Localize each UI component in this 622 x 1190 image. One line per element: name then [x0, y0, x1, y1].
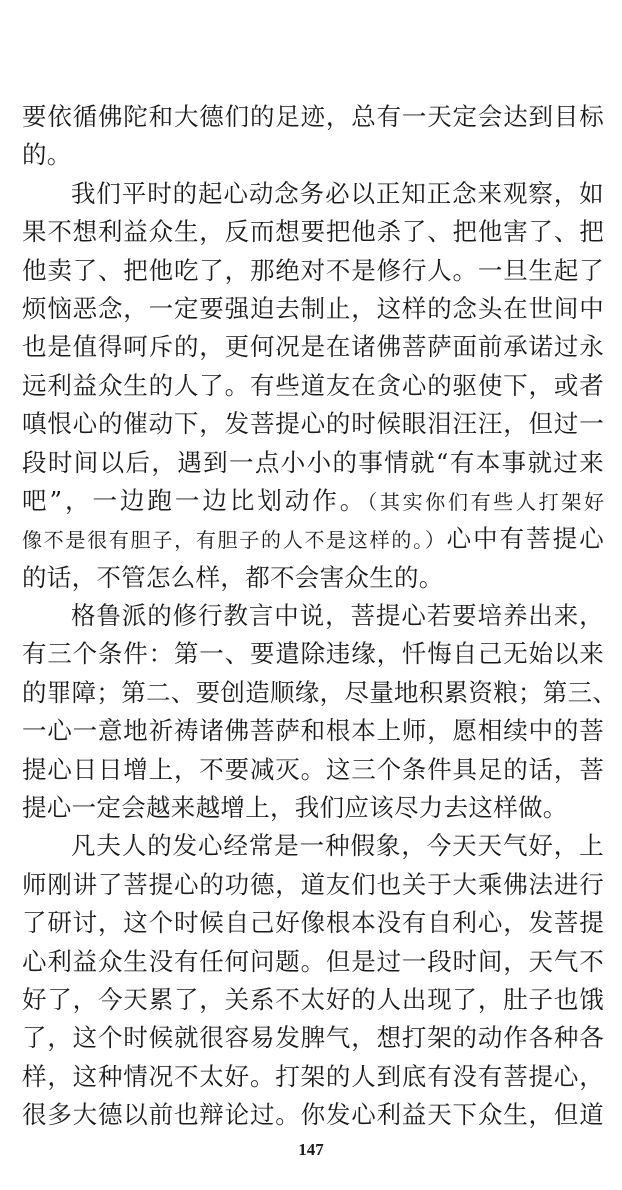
text-line: 的罪障；第二、要创造顺缘，尽量地积累资粮；第三、	[22, 677, 618, 707]
text-line: 的话，不管怎么样，都不会害众生的。	[22, 562, 444, 592]
text-line: 远利益众生的人了。有些道友在贪心的驱使下，或者	[22, 370, 604, 400]
text-line: 果不想利益众生，反而想要把他杀了、把他害了、把	[22, 217, 604, 247]
text-segment: 吧”，一边跑一边比划动作。	[22, 485, 368, 515]
text-line: 的。	[22, 140, 72, 170]
text-line	[22, 520, 604, 558]
text-line: 格鲁派的修行教言中说，菩提心若要培养出来，	[71, 601, 604, 631]
text-line: 很多大德以前也辩论过。你发心利益天下众生，但道	[22, 1100, 604, 1130]
text-line: 好了，今天累了，关系不太好的人出现了，肚子也饿	[22, 984, 604, 1014]
text-line: 样，这种情况不太好。打架的人到底有没有菩提心，	[22, 1061, 604, 1091]
text-line: 了研讨，这个时候自己好像根本没有自利心，发菩提	[22, 908, 604, 938]
text-line: 有三个条件：第一、要遣除违缘，忏悔自己无始以来	[22, 639, 604, 669]
body-text	[22, 98, 618, 1135]
page-number: 147	[298, 1140, 324, 1159]
text-line: 提心一定会越来越增上，我们应该尽力去这样做。	[22, 793, 568, 823]
text-line: 师刚讲了菩提心的功德，道友们也关于大乘佛法进行	[22, 869, 604, 899]
text-line: 了，这个时候就很容易发脾气，想打架的动作各种各	[22, 1023, 604, 1053]
text-line: 提心日日增上，不要减灭。这三个条件具足的话，菩	[22, 754, 604, 784]
text-line: 心利益众生没有任何问题。但是过一段时间，天气不	[22, 946, 604, 976]
text-line	[22, 482, 604, 520]
text-segment: 心中有菩提心	[446, 524, 604, 554]
text-line: 他卖了、把他吃了，那绝对不是修行人。一旦生起了	[22, 255, 604, 285]
text-line: 也是值得呵斥的，更何况是在诸佛菩萨面前承诺过永	[22, 332, 604, 362]
text-line: 我们平时的起心动念务必以正知正念来观察，如	[71, 178, 604, 208]
aside-note: 像不是很有胆子，有胆子的人不是这样的。）	[22, 528, 447, 553]
aside-note: （其实你们有些人打架好	[367, 489, 605, 514]
text-line: 烦恼恶念，一定要强迫去制止，这样的念头在世间中	[22, 293, 604, 323]
text-line: 一心一意地祈祷诸佛菩萨和根本上师，愿相续中的菩	[22, 716, 604, 746]
text-line: 嗔恨心的催动下，发菩提心的时候眼泪汪汪，但过一	[22, 409, 604, 439]
text-line: 段时间以后，遇到一点小小的事情就“有本事就过来	[22, 447, 604, 477]
text-line: 要依循佛陀和大德们的足迹，总有一天定会达到目标	[22, 102, 604, 131]
text-line: 凡夫人的发心经常是一种假象，今天天气好，上	[71, 831, 604, 861]
